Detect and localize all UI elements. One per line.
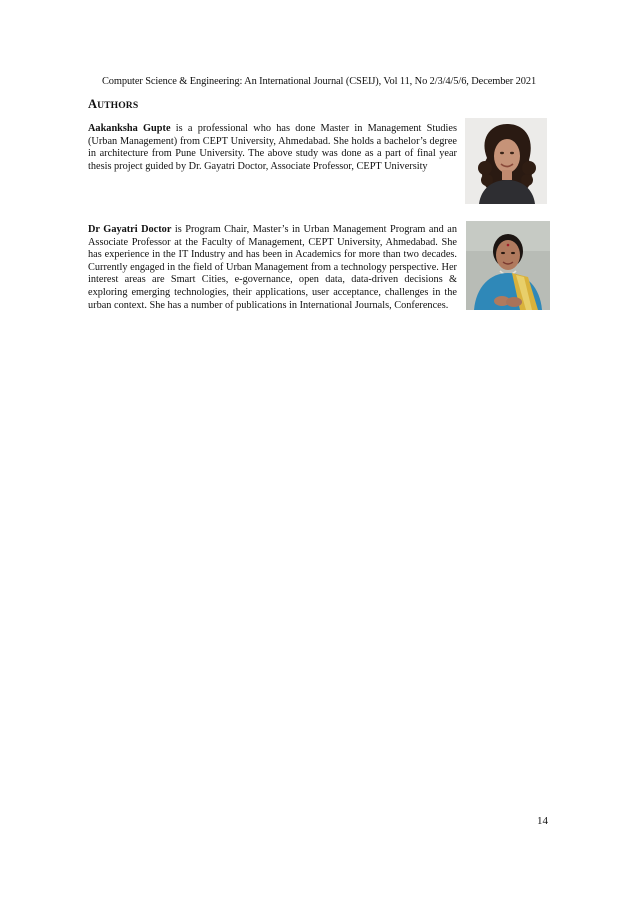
author-bio-1	[88, 123, 457, 173]
author-bio-2	[88, 224, 457, 312]
author-name-2: Dr Gayatri Doctor	[88, 224, 172, 235]
author-photo-1	[465, 118, 547, 204]
author-photo-2	[466, 221, 550, 310]
author-bio-text-1: is a professional who has done Master in Management Studies (Urban Management) from CEPT University, Ahmedabad. She holds a bachelor’s degree in architecture from Pune University. The above study was done as a part of final year thesis project guided by Dr. Gayatri Doctor, Associate Professor, CEPT University	[88, 123, 457, 172]
author-name-1: Aakanksha Gupte	[88, 123, 171, 134]
section-title-rest: UTHORS	[97, 100, 139, 111]
section-title-initial: A	[88, 97, 98, 111]
section-title	[88, 97, 138, 112]
page-number: 14	[537, 815, 548, 827]
author-bio-text-2: is Program Chair, Master’s in Urban Management Program and an Associate Professor at the Faculty of Management, CEPT University, Ahmedabad. She has experience in the IT Industry and has been in Academics for more than two decades. Currently engaged in the field of Urban Management from a technology perspective. Her interest areas are Smart Cities, e-governance, open data, data-driven decisions & exploring emerging technologies, their applications, user acceptance, challenges in the urban context. She has a number of publications in International Journals, Conferences.	[88, 224, 457, 311]
running-header: Computer Science & Engineering: An International Journal (CSEIJ), Vol 11, No 2/3/4/5/6, December 2021	[101, 76, 537, 87]
